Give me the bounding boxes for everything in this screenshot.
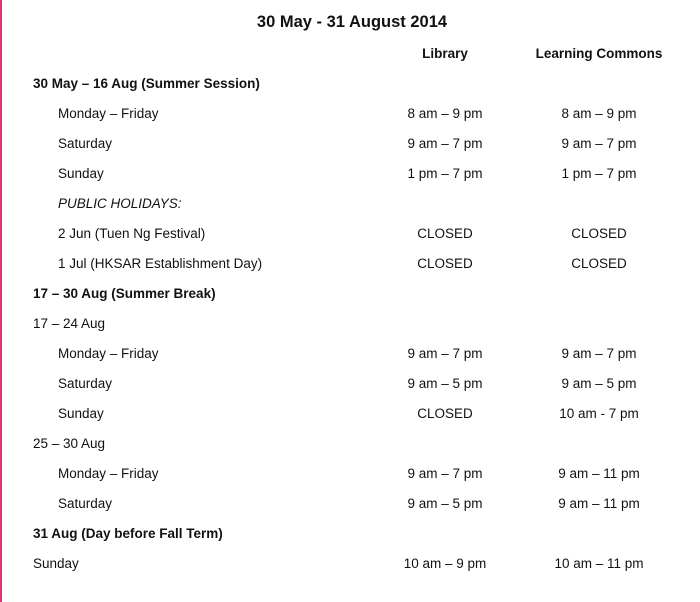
library-hours: CLOSED [417,226,473,241]
row-label: 30 May – 16 Aug (Summer Session) [33,76,260,91]
table-row [0,429,700,459]
learning-commons-hours: CLOSED [571,256,627,271]
row-label: Saturday [58,136,113,151]
table-row [0,459,700,489]
library-hours: 9 am – 7 pm [407,466,483,481]
table-row [0,99,700,129]
library-hours: 10 am – 9 pm [403,556,487,571]
learning-commons-hours: 9 am – 7 pm [561,136,637,151]
column-header-learning-commons: Learning Commons [535,46,663,61]
learning-commons-hours: 1 pm – 7 pm [561,166,637,181]
row-label: Sunday [33,556,79,571]
row-label: 1 Jul (HKSAR Establishment Day) [58,256,263,271]
learning-commons-hours: 9 am – 11 pm [558,496,640,511]
table-row [0,369,700,399]
library-hours: 9 am – 5 pm [407,496,483,511]
row-label: PUBLIC HOLIDAYS: [58,196,182,211]
library-hours: 9 am – 7 pm [407,346,483,361]
table-row [0,159,700,189]
row-label: Monday – Friday [58,106,159,121]
library-hours: CLOSED [417,406,473,421]
page-title: 30 May - 31 August 2014 [256,13,448,31]
table-row [0,69,700,99]
learning-commons-hours: 10 am – 11 pm [554,556,644,571]
row-label: Saturday [58,376,113,391]
learning-commons-hours: 9 am – 7 pm [561,346,637,361]
row-label: Sunday [58,166,104,181]
table-row [0,129,700,159]
library-hours: 9 am – 7 pm [407,136,483,151]
row-label: 25 – 30 Aug [33,436,106,451]
row-label: 17 – 30 Aug (Summer Break) [33,286,216,301]
row-label: 2 Jun (Tuen Ng Festival) [58,226,206,241]
row-label: Monday – Friday [58,466,159,481]
row-label: Sunday [58,406,104,421]
row-label: Monday – Friday [58,346,159,361]
table-row [0,519,700,549]
table-row [0,489,700,519]
table-row [0,249,700,279]
table-row [0,399,700,429]
table-row [0,189,700,219]
learning-commons-hours: CLOSED [571,226,627,241]
learning-commons-hours: 8 am – 9 pm [561,106,637,121]
table-row [0,549,700,579]
learning-commons-hours: 9 am – 5 pm [561,376,637,391]
library-hours: CLOSED [417,256,473,271]
row-label: 31 Aug (Day before Fall Term) [33,526,223,541]
table-row [0,309,700,339]
learning-commons-hours: 10 am - 7 pm [559,406,639,421]
library-hours: 9 am – 5 pm [407,376,483,391]
row-label: 17 – 24 Aug [33,316,106,331]
table-row [0,219,700,249]
column-header-library: Library [422,46,468,61]
row-label: Saturday [58,496,113,511]
library-hours: 8 am – 9 pm [407,106,483,121]
learning-commons-hours: 9 am – 11 pm [558,466,640,481]
table-row [0,279,700,309]
library-hours: 1 pm – 7 pm [407,166,483,181]
table-row [0,339,700,369]
